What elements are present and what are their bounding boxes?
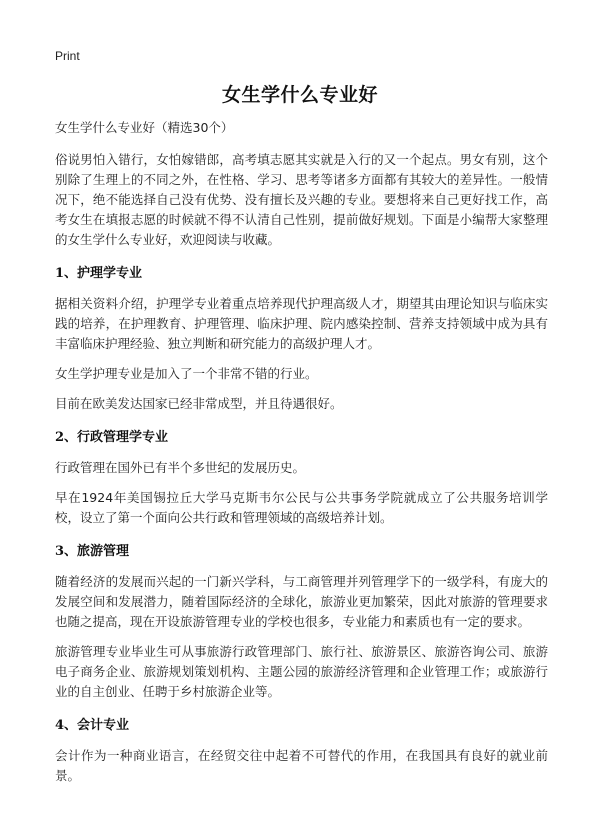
section-nursing bbox=[55, 264, 548, 414]
section-paragraph: 女生学护理专业是加入了一个非常不错的行业。 bbox=[55, 366, 318, 381]
section-heading: 3、旅游管理 bbox=[55, 544, 130, 559]
article-body bbox=[55, 118, 548, 796]
section-paragraph: 随着经济的发展而兴起的一门新兴学科，与工商管理并列管理学下的一级学科，有庞大的发展空间和发展潜力，随着国际经济的全球化，旅游业更加繁荣，因此对旅游的管理要求也随之提高，现在开设旅游管理专业的学校也很多，专业能力和素质也有一定的要求。 bbox=[55, 574, 548, 629]
section-heading: 1、护理学专业 bbox=[55, 266, 143, 281]
intro-paragraph: 俗说男怕入错行，女怕嫁错郎，高考填志愿其实就是入行的又一个起点。男女有别，这个别除了生理上的不同之外，在性格、学习、思考等诸多方面都有其较大的差异性。一般情况下，绝不能选择自己没有优势、没有擅长及兴趣的专业。要想将来自己更好找工作，高考女生在填报志愿的时候就不得不认清自己性别，提前做好规划。下面是小编帮大家整理的女生学什么专业好，欢迎阅读与收藏。 bbox=[55, 152, 548, 247]
section-paragraph: 目前在欧美发达国家已经非常成型，并且待遇很好。 bbox=[55, 396, 343, 411]
section-paragraph: 早在1924年美国锡拉丘大学马克斯韦尔公民与公共事务学院就成立了公共服务培训学校，设立了第一个面向公共行政和管理领域的高级培养计划。 bbox=[55, 490, 548, 525]
section-paragraph: 旅游管理专业毕业生可从事旅游行政管理部门、旅行社、旅游景区、旅游咨询公司、旅游电子商务企业、旅游规划策划机构、主题公园的旅游经济管理和企业管理工作；或旅游行业的自主创业、任聘于乡村旅游企业等。 bbox=[55, 644, 548, 699]
section-accounting bbox=[55, 716, 548, 786]
print-link[interactable]: Print bbox=[55, 49, 80, 63]
section-paragraph: 行政管理在国外已有半个多世纪的发展历史。 bbox=[55, 460, 306, 475]
section-heading: 2、行政管理学专业 bbox=[55, 430, 169, 445]
article-subtitle: 女生学什么专业好（精选30个） bbox=[55, 120, 234, 135]
page-title: 女生学什么专业好 bbox=[221, 84, 378, 106]
section-paragraph: 会计作为一种商业语言，在经贸交往中起着不可替代的作用，在我国具有良好的就业前景。 bbox=[55, 748, 548, 783]
section-administration bbox=[55, 428, 548, 528]
section-heading: 4、会计专业 bbox=[55, 718, 130, 733]
section-paragraph: 据相关资料介绍，护理学专业着重点培养现代护理高级人才，期望其由理论知识与临床实践的培养，在护理教育、护理管理、临床护理、院内感染控制、营养支持领域中成为具有丰富临床护理经验、独立判断和研究能力的高级护理人才。 bbox=[55, 296, 548, 351]
section-tourism bbox=[55, 542, 548, 702]
